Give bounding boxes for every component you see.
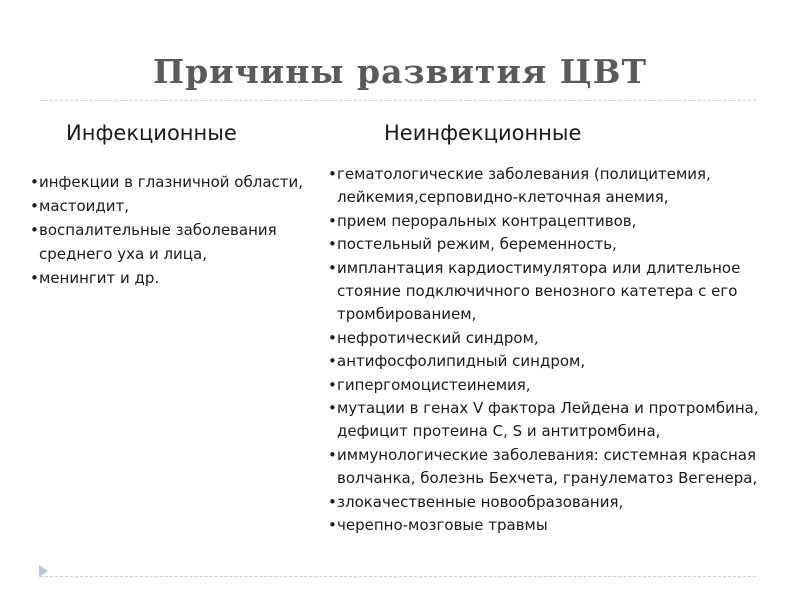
- noninfectious-heading: Неинфекционные: [384, 121, 582, 145]
- list-item: • постельный режим, беременность,: [322, 233, 792, 256]
- footer-divider: [40, 576, 756, 577]
- title-divider: [40, 100, 756, 101]
- list-item: • мутации в генах V фактора Лейдена и протромбина, дефицит протеина С, S и антитромбина,: [322, 397, 792, 444]
- list-item: • имплантация кардиостимулятора или длительное стояние подключичного венозного катетера с его тромбированием,: [322, 257, 792, 327]
- triangle-right-icon: [39, 565, 48, 577]
- list-item: • менингит и др.: [24, 266, 314, 290]
- list-item: • гипергомоцистеинемия,: [322, 374, 792, 397]
- list-item: • гематологические заболевания (полицитемия, лейкемия,серповидно-клеточная анемия,: [322, 163, 792, 210]
- list-item: • черепно-мозговые травмы: [322, 514, 792, 537]
- list-item: • воспалительные заболевания среднего уха и лица,: [24, 218, 314, 266]
- slide-title: Причины развития ЦВТ: [152, 52, 648, 91]
- list-item: • инфекции в глазничной области,: [24, 170, 314, 194]
- list-item: • нефротический синдром,: [322, 327, 792, 350]
- list-item: • прием пероральных контрацептивов,: [322, 210, 792, 233]
- list-item: • злокачественные новообразования,: [322, 491, 792, 514]
- infectious-list: [24, 170, 314, 290]
- noninfectious-list: [322, 163, 792, 538]
- list-item: • иммунологические заболевания: системная красная волчанка, болезнь Бехчета, гранулематоз Вегенера,: [322, 444, 792, 491]
- list-item: • антифосфолипидный синдром,: [322, 350, 792, 373]
- infectious-heading: Инфекционные: [66, 121, 237, 145]
- list-item: • мастоидит,: [24, 194, 314, 218]
